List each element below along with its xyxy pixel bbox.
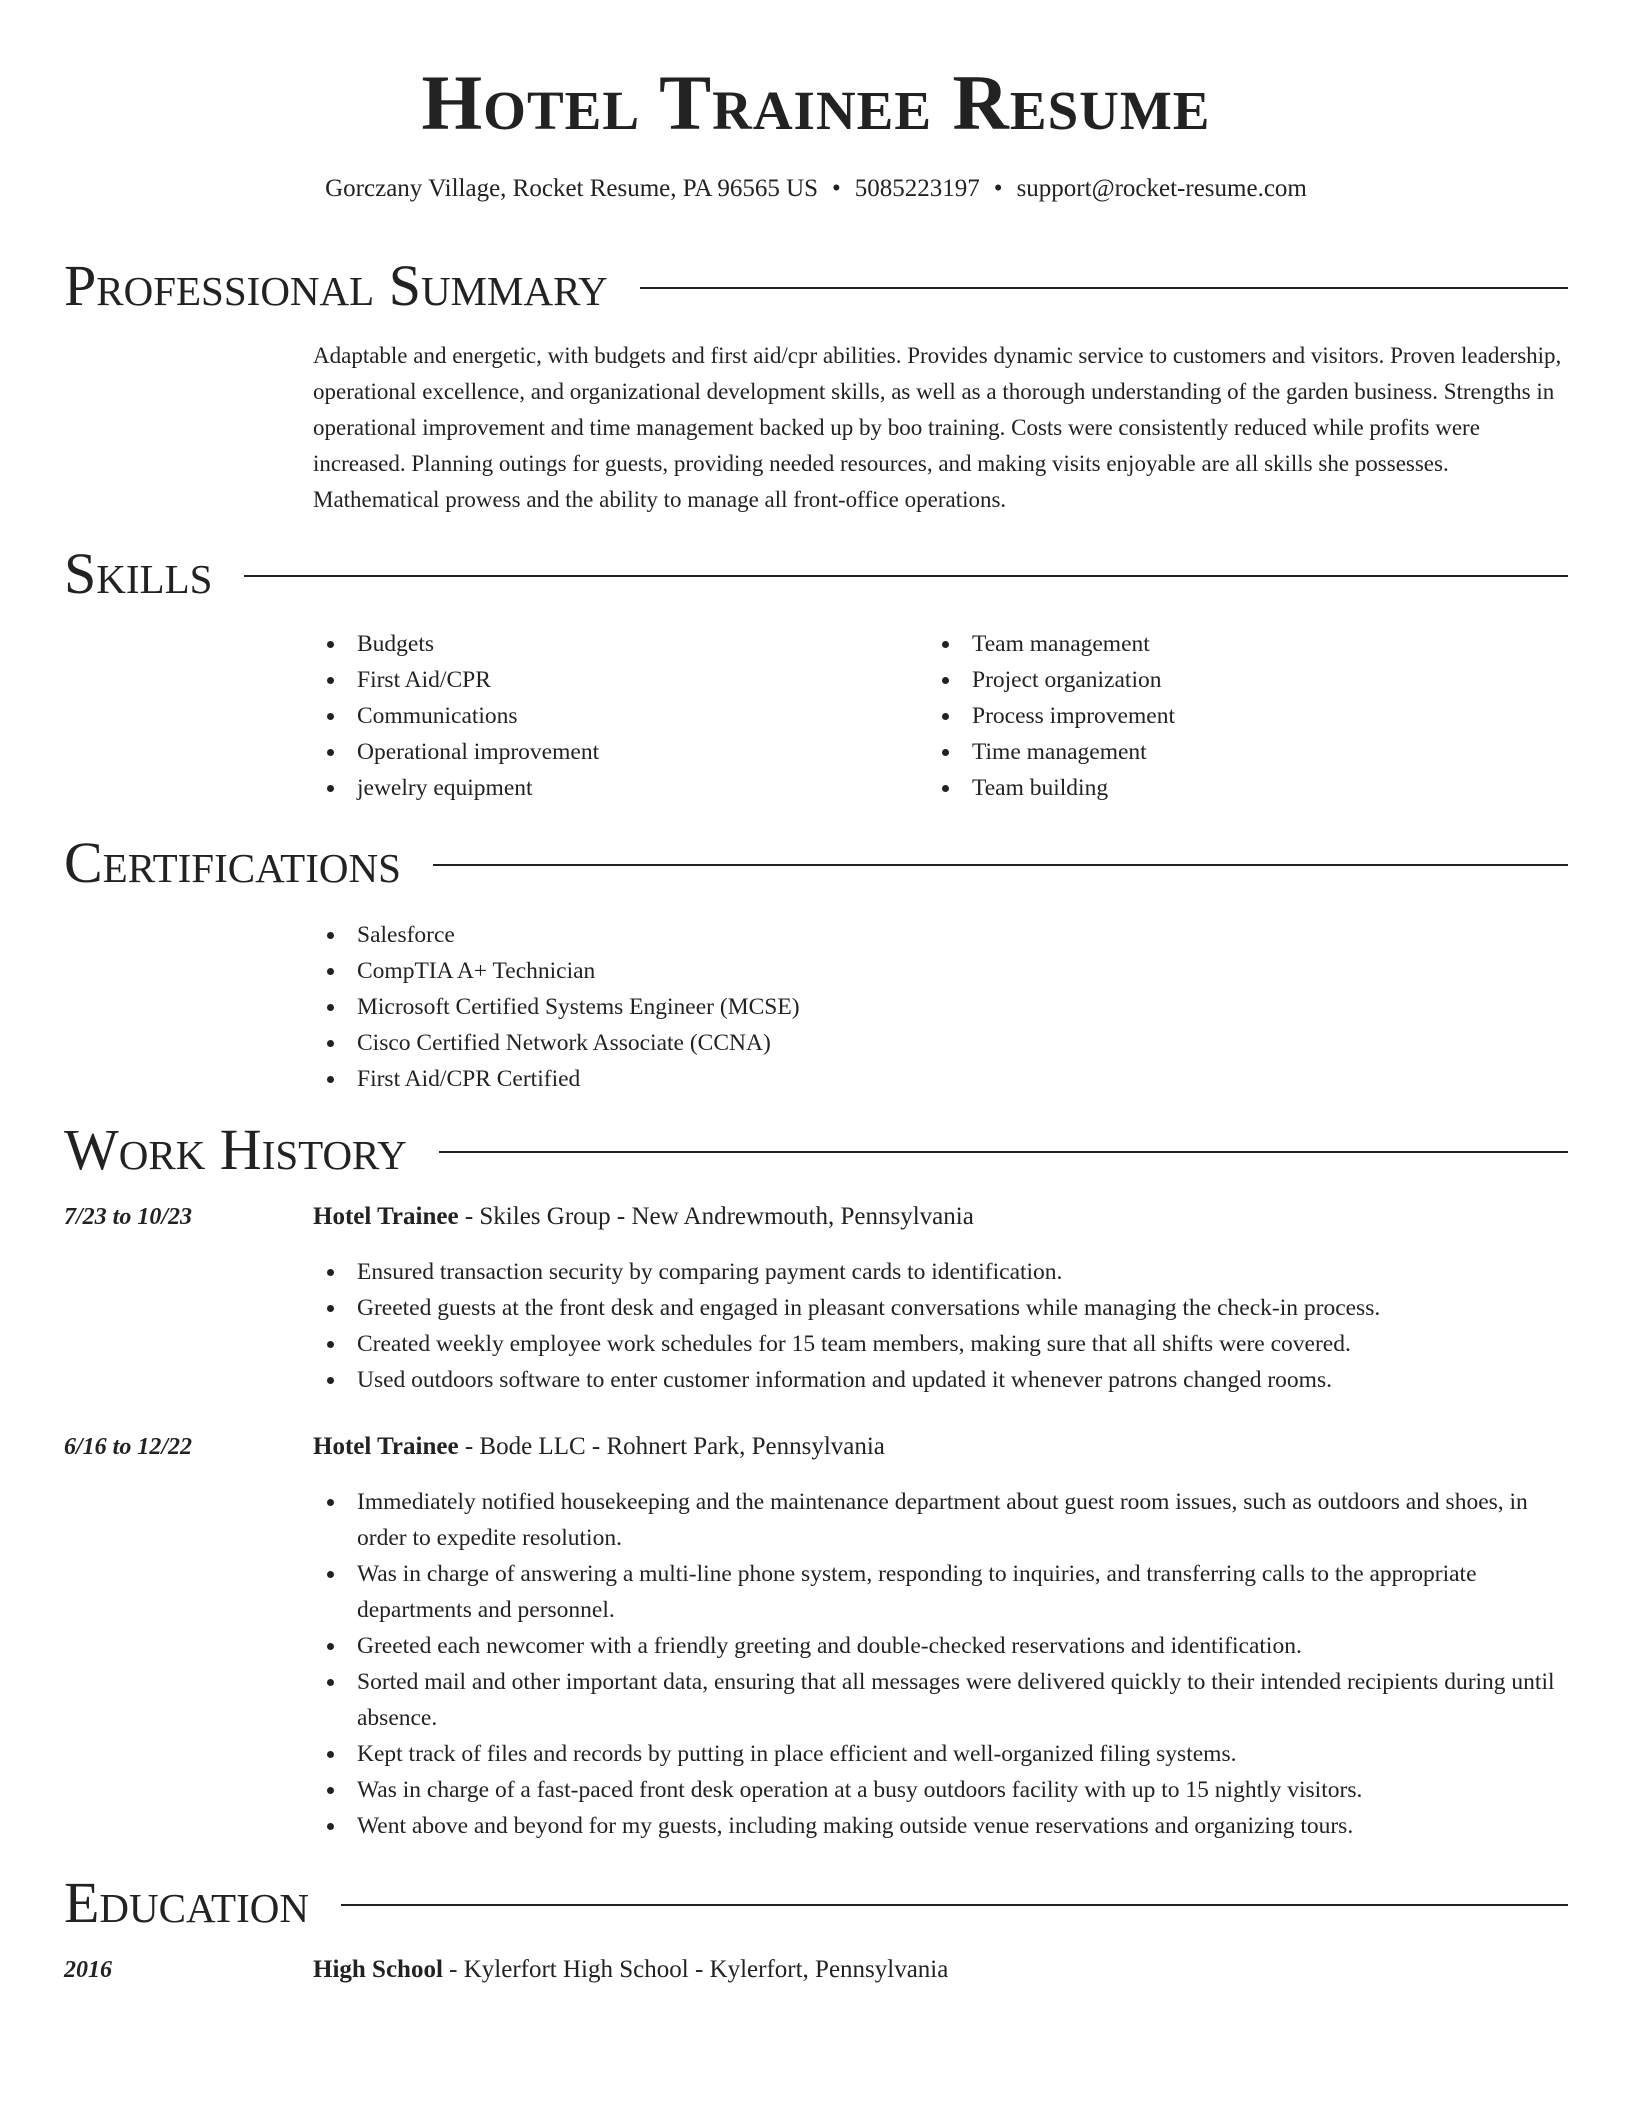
education-school: - Kylerfort High School - Kylerfort, Pennsylvania (442, 1956, 949, 1983)
contact-address: Gorczany Village, Rocket Resume, PA 96565 US (325, 175, 819, 202)
summary-text: Adaptable and energetic, with budgets and first aid/cpr abilities. Provides dynamic service to customers and visitors. Proven leadership, operational excellence, and organizational development skills, as well as a thorough understanding of the garden business. Strengths in operational improvement and time management backed up by boo training. Costs were consistently reduced while profits were increased. Planning outings for guests, providing needed resources, and making visits enjoyable are all skills she possesses. Mathematical prowess and the ability to manage all front-office operations. (313, 343, 1562, 512)
job-duties-list (313, 1254, 1566, 1398)
section-divider (640, 287, 1568, 289)
job-company: - Skiles Group - New Andrewmouth, Pennsylvania (458, 1203, 974, 1230)
contact-phone: 5085223197 (854, 175, 980, 202)
job-duties-list (313, 1484, 1566, 1844)
summary-heading: Professional Summary (64, 253, 608, 318)
skills-list-left (313, 626, 913, 806)
job-duty-item: Went above and beyond for my guests, including making outside venue reservations and organizing tours. (313, 1808, 1566, 1844)
certification-item: Microsoft Certified Systems Engineer (MCSE) (313, 989, 1566, 1025)
job-duty-item: Sorted mail and other important data, ensuring that all messages were delivered quickly to their intended recipients during until absence. (313, 1664, 1566, 1736)
skill-item: Team management (928, 626, 1528, 662)
education-heading: Education (64, 1870, 309, 1935)
job-duty-item: Greeted guests at the front desk and engaged in pleasant conversations while managing the check-in process. (313, 1290, 1566, 1326)
job-title-line (313, 1430, 1566, 1464)
skill-item: Team building (928, 770, 1528, 806)
education-year: 2016 (64, 1957, 112, 1983)
certifications-section-header (64, 832, 1568, 894)
skill-item: Communications (313, 698, 913, 734)
job-duty-item: Was in charge of a fast-paced front desk operation at a busy outdoors facility with up to 15 nightly visitors. (313, 1772, 1566, 1808)
section-divider (244, 575, 1568, 577)
certifications-list (313, 917, 1566, 1097)
job-duty-item: Used outdoors software to enter customer information and updated it whenever patrons changed rooms. (313, 1362, 1566, 1398)
skills-heading: Skills (64, 541, 213, 606)
summary-section-header (64, 255, 1568, 317)
skills-section-header (64, 543, 1568, 605)
work-section-header (64, 1119, 1568, 1181)
contact-separator: • (993, 175, 1003, 202)
contact-email: support@rocket-resume.com (1016, 175, 1307, 202)
job-company: - Bode LLC - Rohnert Park, Pennsylvania (458, 1433, 885, 1460)
education-section-header (64, 1872, 1568, 1934)
job-duty-item: Was in charge of answering a multi-line phone system, responding to inquiries, and transferring calls to the appropriate departments and personnel. (313, 1556, 1566, 1628)
skill-item: jewelry equipment (313, 770, 913, 806)
section-divider (433, 864, 1568, 866)
skill-item: Budgets (313, 626, 913, 662)
skill-item: Process improvement (928, 698, 1528, 734)
skill-item: Operational improvement (313, 734, 913, 770)
education-degree: High School (313, 1956, 443, 1983)
job-duty-item: Ensured transaction security by comparing payment cards to identification. (313, 1254, 1566, 1290)
job-duty-item: Immediately notified housekeeping and the maintenance department about guest room issues, such as outdoors and shoes, in order to expedite resolution. (313, 1484, 1566, 1556)
job-duty-item: Created weekly employee work schedules for 15 team members, making sure that all shifts were covered. (313, 1326, 1566, 1362)
skill-item: Project organization (928, 662, 1528, 698)
section-divider (341, 1904, 1568, 1906)
job-duty-item: Kept track of files and records by putting in place efficient and well-organized filing systems. (313, 1736, 1566, 1772)
contact-separator: • (832, 175, 841, 202)
job-dates: 7/23 to 10/23 (64, 1204, 193, 1230)
job-duty-item: Greeted each newcomer with a friendly greeting and double-checked reservations and identification. (313, 1628, 1566, 1664)
certification-item: CompTIA A+ Technician (313, 953, 1566, 989)
section-divider (439, 1151, 1568, 1153)
skills-list-right (928, 626, 1528, 806)
job-dates: 6/16 to 12/22 (64, 1434, 193, 1460)
work-heading: Work History (64, 1117, 407, 1182)
certifications-heading: Certifications (64, 830, 401, 895)
certification-item: Cisco Certified Network Associate (CCNA) (313, 1025, 1566, 1061)
job-role: Hotel Trainee (313, 1433, 459, 1460)
education-line (313, 1953, 1566, 1987)
certification-item: Salesforce (313, 917, 1566, 953)
contact-line (0, 172, 1632, 206)
skill-item: First Aid/CPR (313, 662, 913, 698)
resume-title: Hotel Trainee Resume (421, 59, 1211, 146)
skill-item: Time management (928, 734, 1528, 770)
certification-item: First Aid/CPR Certified (313, 1061, 1566, 1097)
job-role: Hotel Trainee (313, 1203, 459, 1230)
job-title-line (313, 1200, 1566, 1234)
